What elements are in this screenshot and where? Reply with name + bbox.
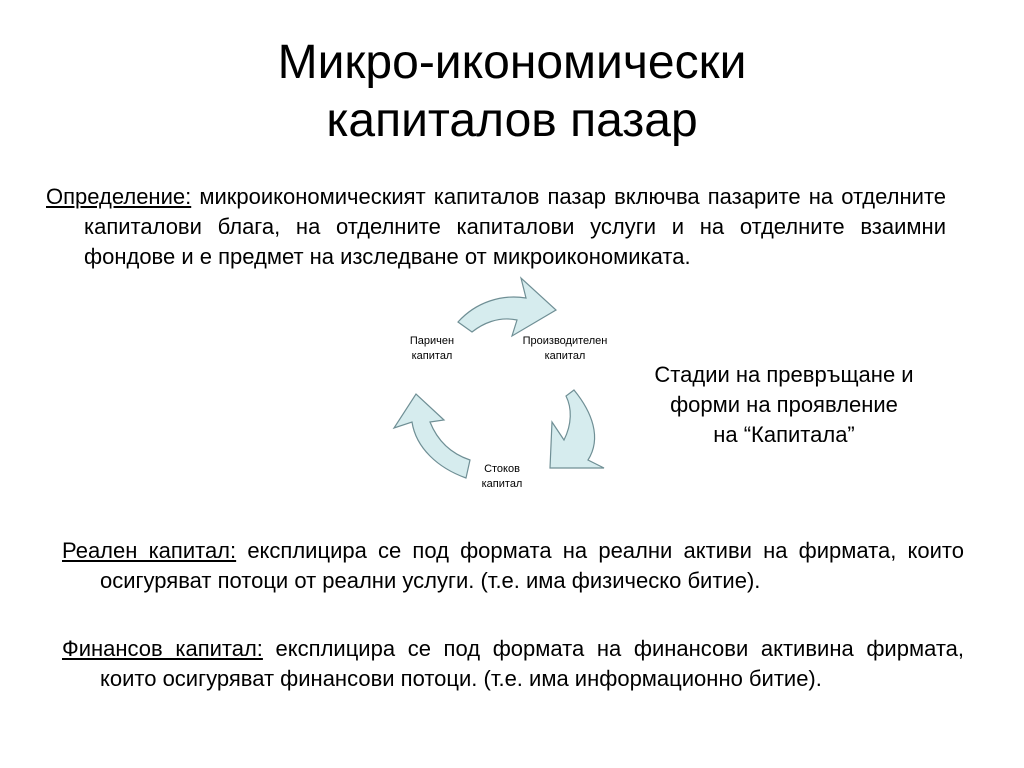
commodity-capital-label [462, 462, 542, 492]
financial-capital-text: експлицира се под формата на финансови активина фирмата, които осигуряват финансови потоци. (т.е. има информационно битие). [100, 636, 965, 691]
stages-caption [614, 360, 954, 450]
money-capital-label [392, 334, 472, 364]
title-line-1: Микро-икономически [277, 36, 747, 89]
productive-capital-label [520, 334, 610, 364]
real-capital-term: Реален капитал: [62, 538, 237, 563]
real-capital-text: експлицира се под формата на реални активи на фирмата, които осигуряват потоци от реални услуги. (т.е. има физическо битие). [100, 538, 964, 593]
commodity-capital-line-1: Стоков [484, 463, 520, 475]
definition-text: микроикономическият капиталов пазар включва пазарите на отделните капиталови блага, на отделните капиталови услуги и на отделните взаимни фондове и е предмет на изследване от микроикономиката. [84, 184, 946, 269]
title-line-2: капиталов пазар [326, 94, 698, 147]
financial-capital-paragraph [62, 634, 964, 694]
money-capital-line-2: капитал [411, 350, 453, 362]
definition-paragraph [46, 182, 946, 272]
stages-caption-line-2: форми на проявление [670, 392, 898, 417]
real-capital-paragraph [62, 536, 964, 596]
stages-caption-line-1: Стадии на превръщане и [654, 362, 914, 387]
page-title [0, 34, 1024, 150]
money-capital-line-1: Паричен [409, 335, 455, 347]
productive-capital-line-1: Производителен [522, 335, 608, 347]
arrow-commodity-to-money [394, 394, 470, 478]
arrow-productive-to-commodity [550, 390, 604, 468]
definition-term: Определение: [46, 184, 192, 209]
commodity-capital-line-2: капитал [481, 478, 523, 490]
financial-capital-term: Финансов капитал: [62, 636, 263, 661]
productive-capital-line-2: капитал [544, 350, 586, 362]
arrow-money-to-productive [458, 278, 556, 336]
stages-caption-line-3: на “Капитала” [713, 422, 855, 447]
